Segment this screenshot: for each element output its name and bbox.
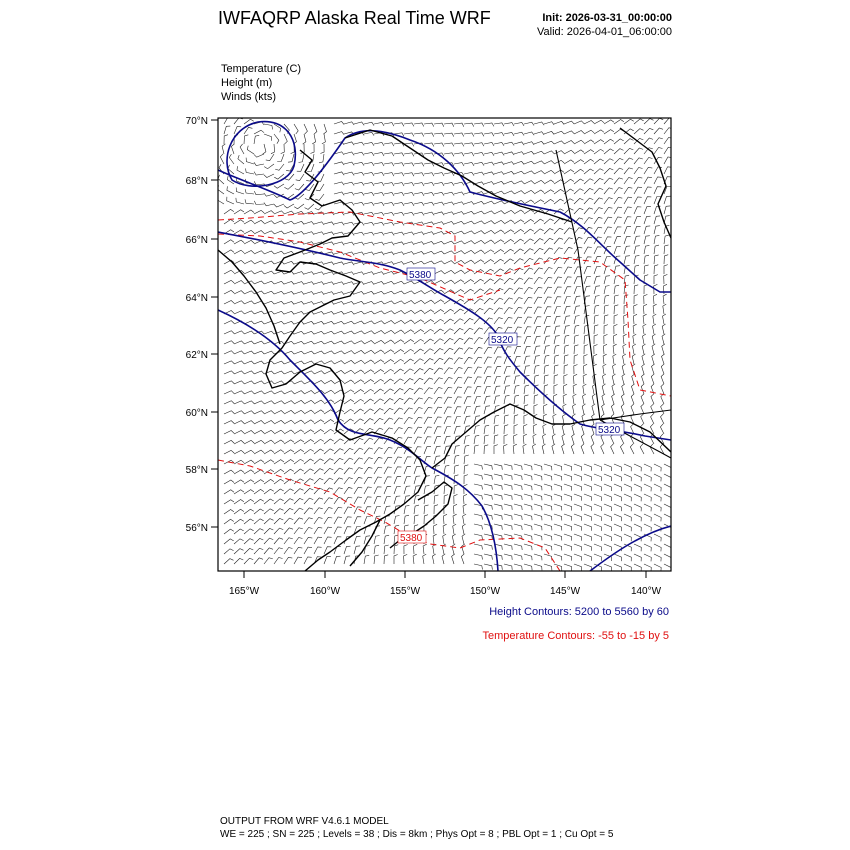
lon-label: 150°W bbox=[469, 586, 501, 597]
lat-label: 68°N bbox=[185, 176, 208, 187]
temperature-contours-note: Temperature Contours: -55 to -15 by 5 bbox=[482, 630, 669, 642]
height-contour-label: 5320 bbox=[491, 335, 514, 346]
variable-temperature: Temperature (C) bbox=[221, 63, 302, 75]
lat-label: 56°N bbox=[185, 523, 208, 534]
height-contour-label: 5380 bbox=[409, 270, 432, 281]
lat-label: 66°N bbox=[185, 235, 208, 246]
page-title: IWFAQRP Alaska Real Time WRF bbox=[218, 8, 491, 28]
valid-time: Valid: 2026-04-01_06:00:00 bbox=[537, 26, 672, 38]
init-time: Init: 2026-03-31_00:00:00 bbox=[542, 12, 672, 24]
variable-winds: Winds (kts) bbox=[221, 91, 276, 103]
model-info: OUTPUT FROM WRF V4.6.1 MODEL bbox=[220, 816, 389, 827]
model-settings: WE = 225 ; SN = 225 ; Levels = 38 ; Dis = 8km ; Phys Opt = 8 ; PBL Opt = 1 ; Cu Opt = 5 bbox=[220, 829, 614, 840]
lon-label: 140°W bbox=[630, 586, 662, 597]
lon-label: 165°W bbox=[228, 586, 260, 597]
lon-label: 145°W bbox=[549, 586, 581, 597]
lat-label: 58°N bbox=[185, 465, 208, 476]
lat-label: 60°N bbox=[185, 408, 208, 419]
lat-label: 70°N bbox=[185, 116, 208, 127]
plot-area bbox=[218, 118, 671, 571]
lat-label: 62°N bbox=[185, 350, 208, 361]
temperature-contour-label: 5380 bbox=[400, 533, 423, 544]
variable-height: Height (m) bbox=[221, 77, 273, 89]
lon-label: 155°W bbox=[389, 586, 421, 597]
height-contours-note: Height Contours: 5200 to 5560 by 60 bbox=[489, 606, 669, 618]
lon-label: 160°W bbox=[309, 586, 341, 597]
lat-label: 64°N bbox=[185, 293, 208, 304]
height-contour-label: 5320 bbox=[598, 425, 621, 436]
